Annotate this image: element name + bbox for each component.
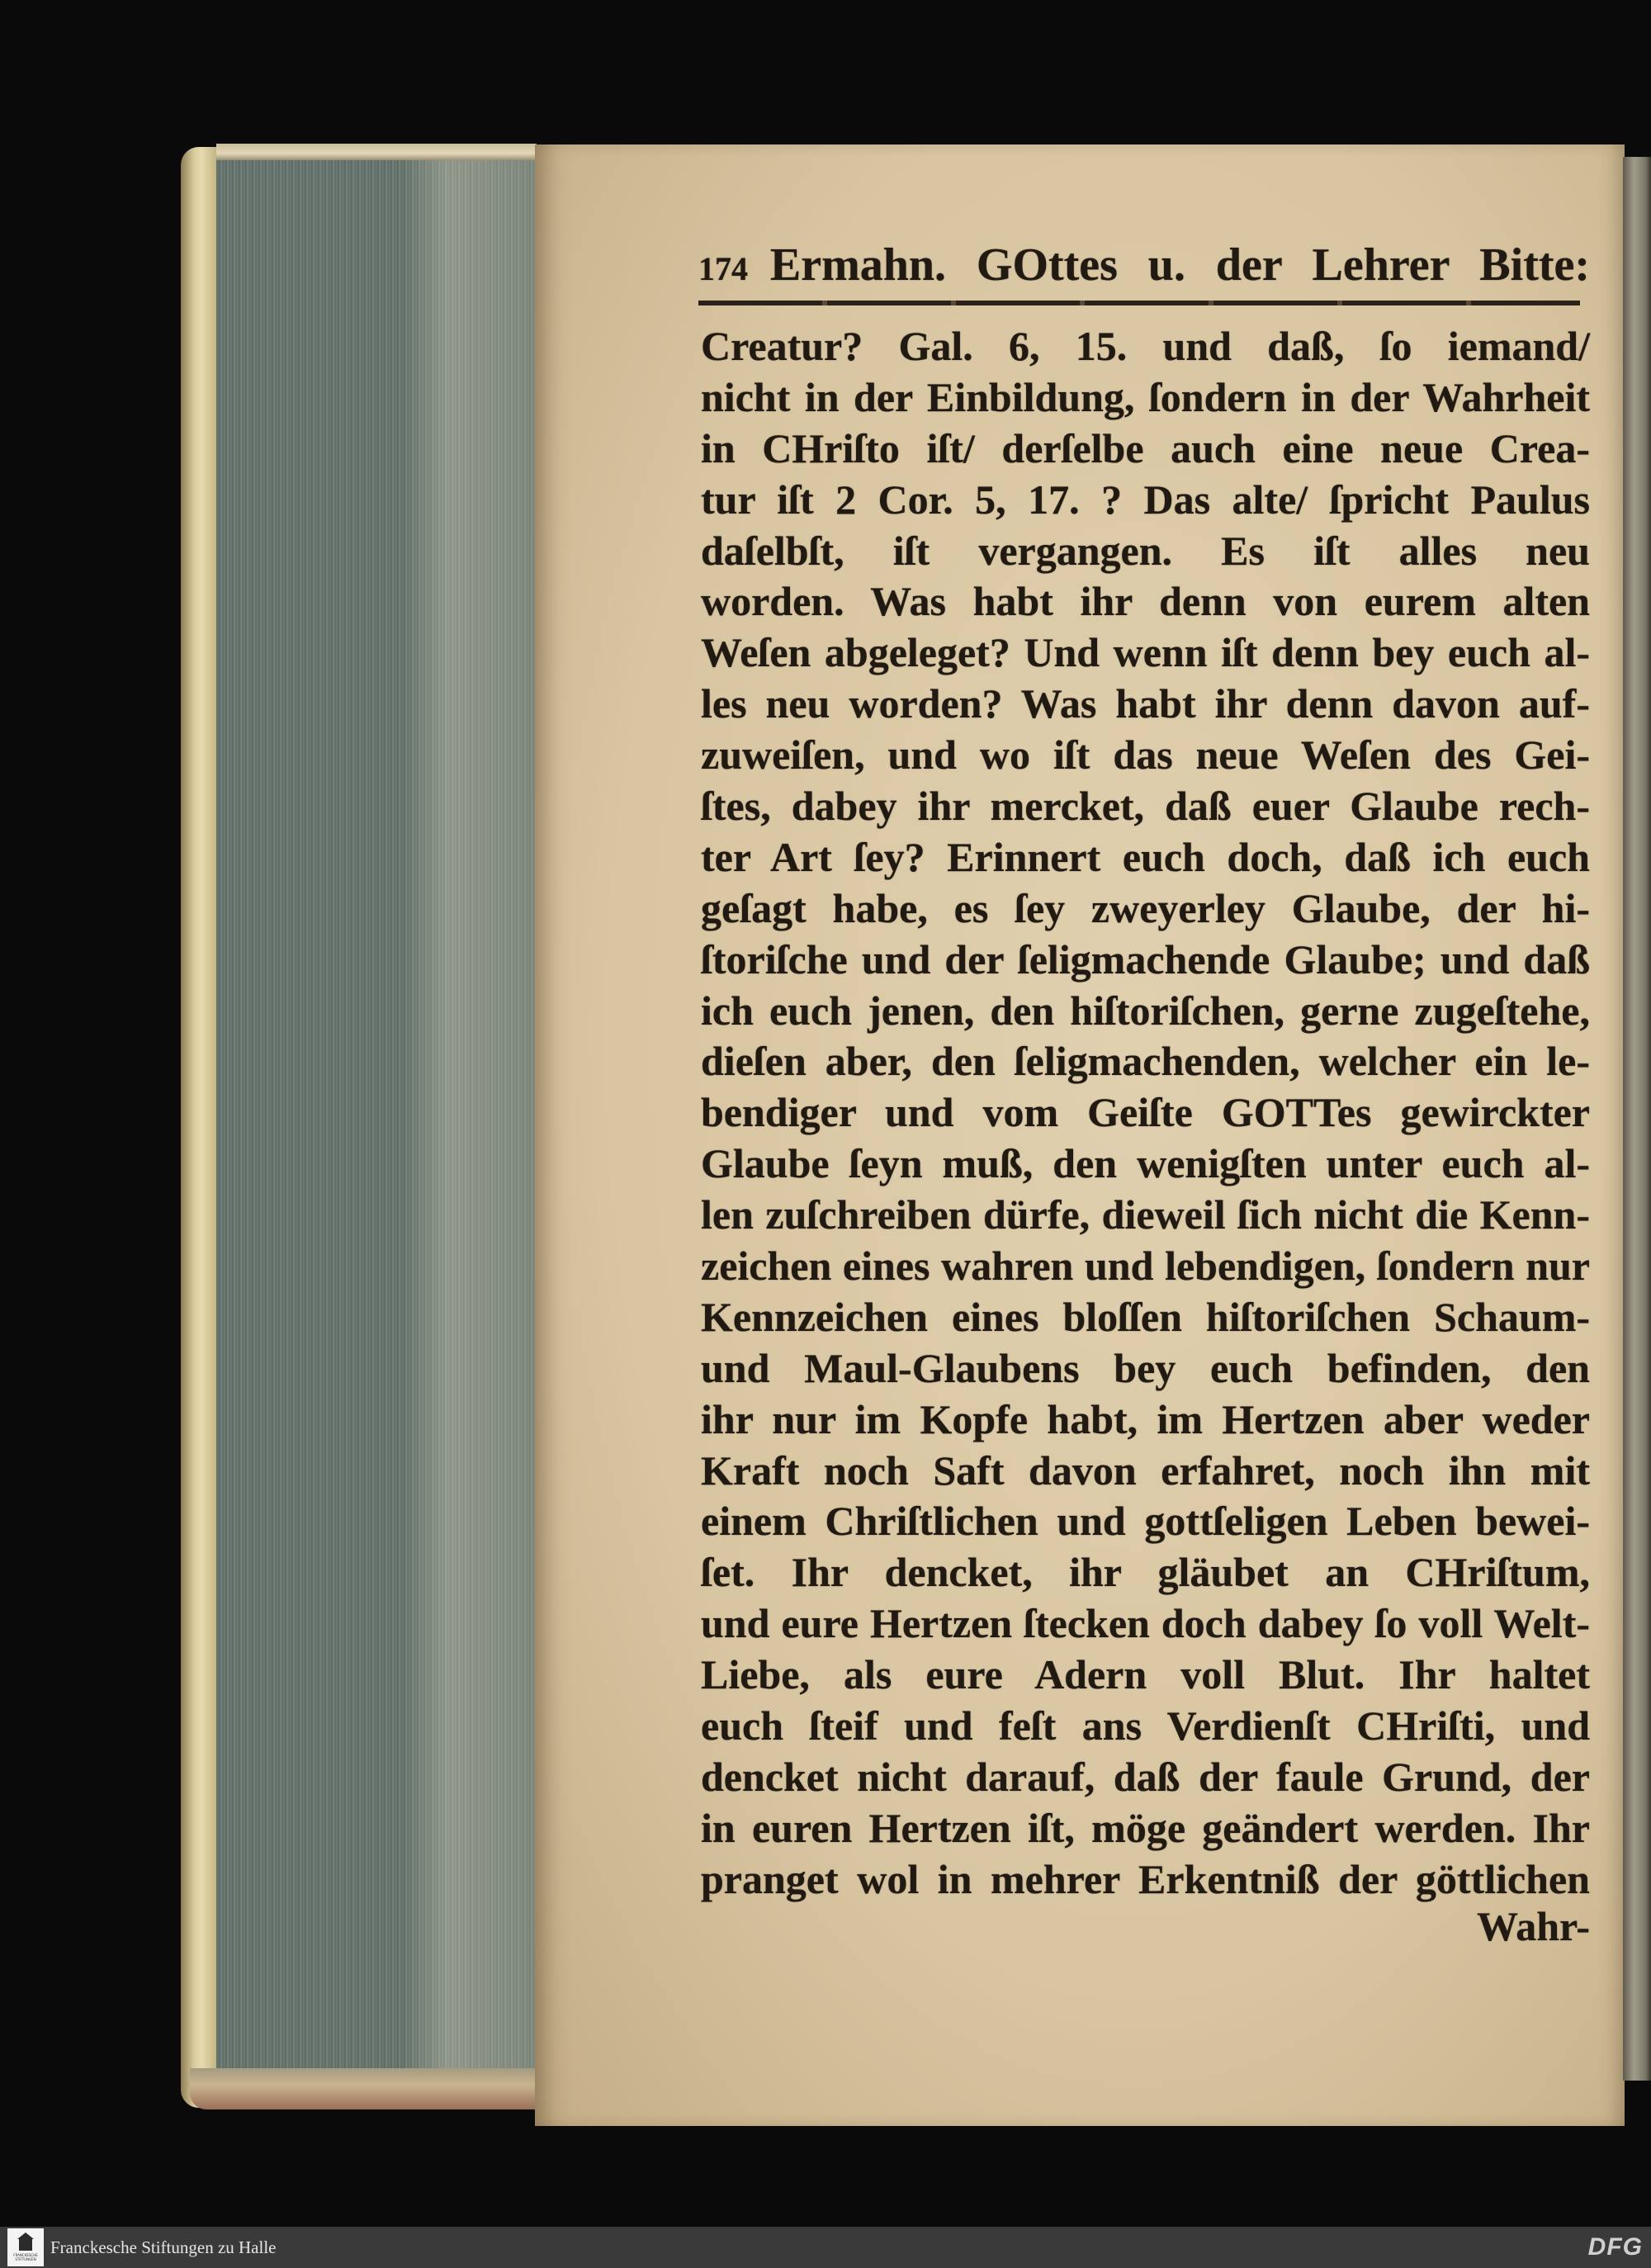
text-line-7 — [701, 627, 1590, 679]
text-line-content: pranget wol in mehrer Erkentniß der göttlichen — [701, 1855, 1590, 1902]
text-line-content: les neu worden? Was habt ihr denn davon auf- — [701, 680, 1590, 727]
text-line-content: ſtoriſche und der ſeligmachende Glaube; und daß — [701, 935, 1590, 982]
book-bottom-edge — [190, 2068, 537, 2109]
footer-bar — [0, 2227, 1651, 2268]
building-roof-icon — [17, 2232, 34, 2239]
text-line-content: ihr nur im Kopfe habt, im Hertzen aber weder — [701, 1395, 1590, 1442]
text-line-content: ter Art ſey? Erinnert euch doch, daß ich euch — [701, 833, 1590, 880]
page-number: 174 — [698, 250, 748, 287]
text-line-5 — [701, 526, 1590, 577]
text-line-content: ich euch jenen, den hiſtoriſchen, gerne zugeſtehe, — [701, 987, 1590, 1034]
text-line-4 — [701, 475, 1590, 526]
text-line-13 — [701, 935, 1590, 986]
text-line-content: worden. Was habt ihr denn von eurem alten — [701, 578, 1590, 625]
catchword: Wahr- — [1476, 1903, 1590, 1949]
running-title: Ermahn. GOttes u. der Lehrer Bitte: — [769, 239, 1590, 291]
text-line-2 — [701, 372, 1590, 424]
text-line-23 — [701, 1446, 1590, 1497]
text-line-6 — [701, 576, 1590, 627]
text-line-8 — [701, 679, 1590, 730]
text-line-9 — [701, 730, 1590, 781]
funder-logo: DFG — [1587, 2233, 1643, 2261]
book-gilt-edge — [181, 147, 219, 2108]
text-line-content: len zuſchreiben dürfe, dieweil ſich nicht die Kenn- — [701, 1191, 1590, 1238]
text-line-content: daſelbſt, iſt vergangen. Es iſt alles neu — [701, 527, 1590, 574]
text-line-29 — [701, 1752, 1590, 1803]
text-line-content: Glaube ſeyn muß, den wenigſten unter euch al- — [701, 1140, 1590, 1187]
text-line-15 — [701, 1036, 1590, 1087]
text-line-30 — [701, 1803, 1590, 1854]
text-line-content: nicht in der Einbildung, ſondern in der Wahrheit — [701, 373, 1590, 420]
text-line-17 — [701, 1139, 1590, 1190]
building-icon — [19, 2239, 32, 2251]
text-line-content: Kennzeichen eines bloſſen hiſtoriſchen Schaum- — [701, 1293, 1590, 1340]
text-line-20 — [701, 1292, 1590, 1343]
book-top-edge — [216, 144, 537, 160]
text-line-content: bendiger und vom Geiſte GOTTes gewirckter — [701, 1089, 1590, 1136]
text-line-content: Weſen abgeleget? Und wenn iſt denn bey euch al- — [701, 629, 1590, 676]
text-line-content: und Maul-Glaubens bey euch befinden, den — [701, 1344, 1590, 1391]
text-line-content: tur iſt 2 Cor. 5, 17. ? Das alte/ ſpricht Paulus — [701, 476, 1590, 523]
header-rule — [698, 301, 1580, 305]
text-line-3 — [701, 424, 1590, 475]
page-header-text — [698, 239, 1590, 302]
text-line-27 — [701, 1650, 1590, 1701]
text-line-16 — [701, 1087, 1590, 1139]
text-line-26 — [701, 1598, 1590, 1650]
text-line-content: Liebe, als eure Adern voll Blut. Ihr haltet — [701, 1651, 1590, 1698]
text-line-28 — [701, 1701, 1590, 1752]
text-line-content: in euren Hertzen iſt, möge geändert werden. Ihr — [701, 1804, 1590, 1851]
text-line-24 — [701, 1496, 1590, 1547]
text-line-25 — [701, 1547, 1590, 1598]
text-line-12 — [701, 883, 1590, 935]
text-line-content: Creatur? Gal. 6, 15. und daß, ſo iemand/ — [701, 323, 1590, 369]
text-block — [701, 321, 1590, 1906]
text-line-14 — [701, 986, 1590, 1037]
text-line-11 — [701, 832, 1590, 883]
text-line-content: dencket nicht darauf, daß der faule Grund, der — [701, 1753, 1590, 1800]
institution-logo — [7, 2228, 44, 2266]
text-line-19 — [701, 1241, 1590, 1292]
text-line-content: und eure Hertzen ſtecken doch dabey ſo voll Welt- — [701, 1600, 1590, 1647]
text-line-10 — [701, 781, 1590, 832]
text-line-18 — [701, 1190, 1590, 1241]
text-line-content: einem Chriſtlichen und gottſeligen Leben bewei- — [701, 1498, 1590, 1545]
text-line-content: in CHriſto iſt/ derſelbe auch eine neue Crea- — [701, 424, 1590, 471]
text-line-content: ſtes, dabey ihr mercket, daß euer Glaube rech- — [701, 783, 1590, 830]
institution-name: Franckesche Stiftungen zu Halle — [50, 2237, 277, 2257]
book-fore-edge — [216, 159, 537, 2074]
text-line-1 — [701, 321, 1590, 372]
text-line-21 — [701, 1343, 1590, 1394]
text-line-content: zeichen eines wahren und lebendigen, ſondern nur — [701, 1243, 1590, 1290]
adjacent-page-edge — [1623, 157, 1651, 2081]
text-line-content: geſagt habe, es ſey zweyerley Glaube, der hi- — [701, 884, 1590, 931]
text-line-content: euch ſteif und feſt ans Verdienſt CHriſti, und — [701, 1702, 1590, 1750]
text-line-22 — [701, 1394, 1590, 1446]
text-line-content: dieſen aber, den ſeligmachenden, welcher ein le- — [701, 1038, 1590, 1085]
text-line-content: Kraft noch Saft davon erfahret, noch ihn mit — [701, 1447, 1590, 1494]
text-line-content: zuweiſen, und wo iſt das neue Weſen des Gei- — [701, 732, 1590, 779]
logo-lettering: FRANCKESCHE STIFTUNGEN — [13, 2253, 38, 2261]
text-line-content: ſet. Ihr dencket, ihr gläubet an CHriſtum, — [701, 1549, 1590, 1596]
page-header — [698, 239, 1590, 291]
text-line-31 — [701, 1854, 1590, 1906]
